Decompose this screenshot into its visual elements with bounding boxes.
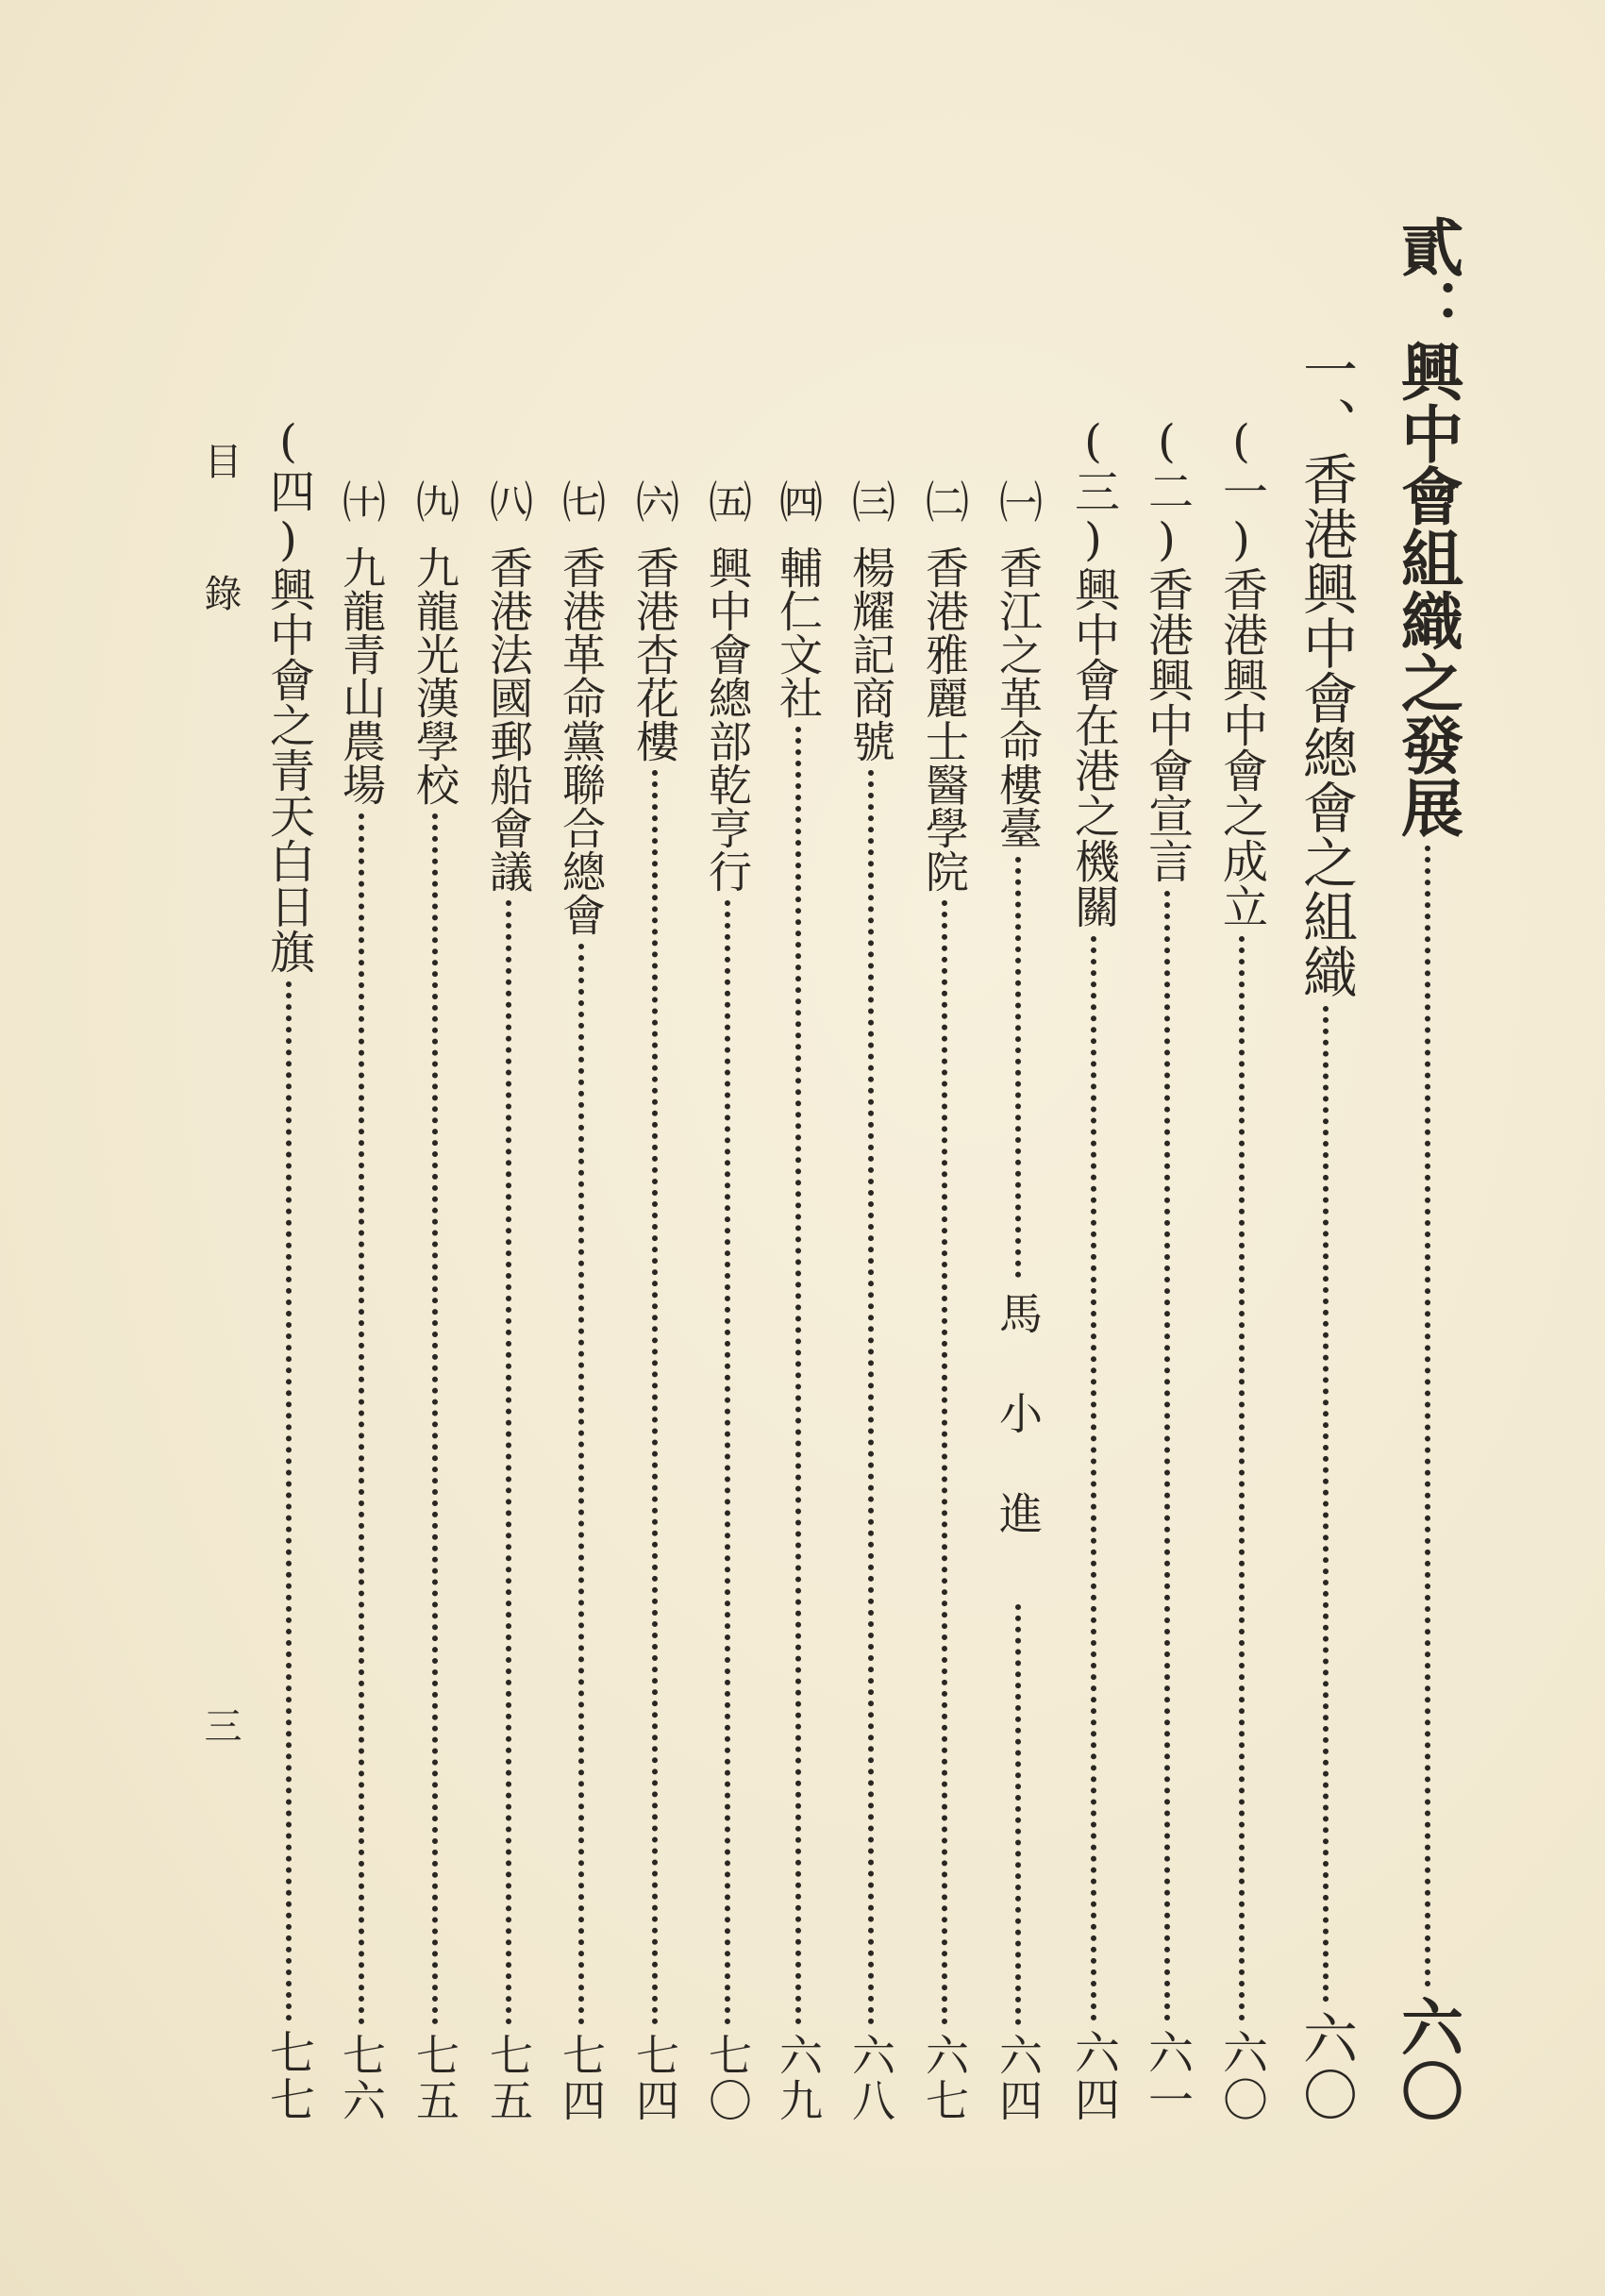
subsection-label: (四)興中會之青天白日旗 — [261, 415, 315, 974]
subsection-label: (三)興中會在港之機關 — [1066, 415, 1120, 929]
subsection-page: 七七 — [261, 2029, 315, 2123]
dot-leader — [1425, 846, 1430, 1987]
section-page: 六〇 — [1294, 2010, 1358, 2123]
toc-subsection[interactable] — [1065, 415, 1122, 2123]
item-page: 七五 — [483, 2033, 534, 2123]
toc-subsection[interactable] — [1139, 415, 1195, 2123]
dot-leader — [1239, 936, 1245, 2021]
item-index: ㈧ — [483, 479, 534, 523]
item-page: 七〇 — [702, 2033, 753, 2123]
item-label: 楊耀記商號 — [845, 545, 896, 763]
dot-leader — [795, 727, 801, 2025]
subsection-page: 六一 — [1140, 2029, 1194, 2123]
item-author: 馬小進 — [993, 1291, 1044, 1591]
toc-item[interactable] — [699, 479, 756, 2123]
item-page: 七四 — [629, 2033, 680, 2123]
item-index: ㈡ — [919, 479, 970, 523]
item-index: ㈦ — [556, 479, 607, 523]
toc-heading[interactable] — [1390, 215, 1465, 2123]
item-label: 香江之革命樓臺 — [993, 545, 1044, 849]
toc-subsection[interactable] — [1213, 415, 1270, 2123]
dot-leader — [1015, 1604, 1021, 2025]
toc-item[interactable] — [916, 479, 973, 2123]
item-page: 六九 — [773, 2033, 824, 2123]
item-label: 香港杏花樓 — [629, 545, 680, 763]
dot-leader — [359, 813, 364, 2025]
toc-section[interactable] — [1293, 342, 1359, 2123]
dot-leader — [1323, 1006, 1329, 2003]
item-index: ㈩ — [336, 479, 387, 523]
heading-page: 六〇 — [1390, 1995, 1464, 2123]
dot-leader — [1091, 936, 1096, 2021]
subsection-page: 六〇 — [1214, 2029, 1268, 2123]
subsection-page: 六四 — [1066, 2029, 1120, 2123]
running-title-char: 錄 — [198, 574, 242, 612]
section-label: 一、香港興中會總會之組織 — [1294, 342, 1358, 998]
toc-item[interactable] — [333, 479, 390, 2123]
heading-label: 貳：興中會組織之發展 — [1390, 215, 1464, 838]
item-page: 七六 — [336, 2033, 387, 2123]
item-index: ㈢ — [845, 479, 896, 523]
toc-item[interactable] — [990, 479, 1046, 2123]
item-label: 九龍青山農場 — [336, 545, 387, 806]
dot-leader — [942, 900, 947, 2025]
page-number: 三 — [198, 1706, 242, 1744]
running-title-char: 目 — [198, 442, 242, 479]
dot-leader — [286, 981, 292, 2021]
item-label: 九龍光漢學校 — [410, 545, 460, 806]
item-index: ㈤ — [702, 479, 753, 523]
dot-leader — [506, 900, 511, 2025]
subsection-label: (一)香港興中會之成立 — [1214, 415, 1268, 929]
toc-item[interactable] — [480, 479, 537, 2123]
toc-item[interactable] — [843, 479, 899, 2123]
item-label: 香港革命黨聯合總會 — [556, 545, 607, 936]
toc-item[interactable] — [553, 479, 610, 2123]
dot-leader — [432, 813, 438, 2025]
toc-subsection[interactable] — [260, 415, 317, 2123]
item-index: ㈥ — [629, 479, 680, 523]
item-index: ㈨ — [410, 479, 460, 523]
subsection-label: (二)香港興中會宣言 — [1140, 415, 1194, 883]
dot-leader — [578, 944, 584, 2025]
item-page: 六七 — [919, 2033, 970, 2123]
item-page: 六八 — [845, 2033, 896, 2123]
item-index: ㈠ — [993, 479, 1044, 523]
item-label: 香港法國郵船會議 — [483, 545, 534, 893]
item-label: 輔仁文社 — [773, 545, 824, 719]
item-page: 七四 — [556, 2033, 607, 2123]
dot-leader — [725, 900, 730, 2025]
item-index: ㈣ — [773, 479, 824, 523]
dot-leader — [868, 770, 874, 2025]
item-label: 香港雅麗士醫學院 — [919, 545, 970, 893]
item-page: 六四 — [993, 2033, 1044, 2123]
toc-item[interactable] — [627, 479, 683, 2123]
item-label: 興中會總部乾亨行 — [702, 545, 753, 893]
dot-leader — [1164, 891, 1170, 2021]
dot-leader — [1015, 857, 1021, 1278]
item-page: 七五 — [410, 2033, 460, 2123]
dot-leader — [652, 770, 658, 2025]
toc-item[interactable] — [770, 479, 827, 2123]
toc-item[interactable] — [407, 479, 463, 2123]
